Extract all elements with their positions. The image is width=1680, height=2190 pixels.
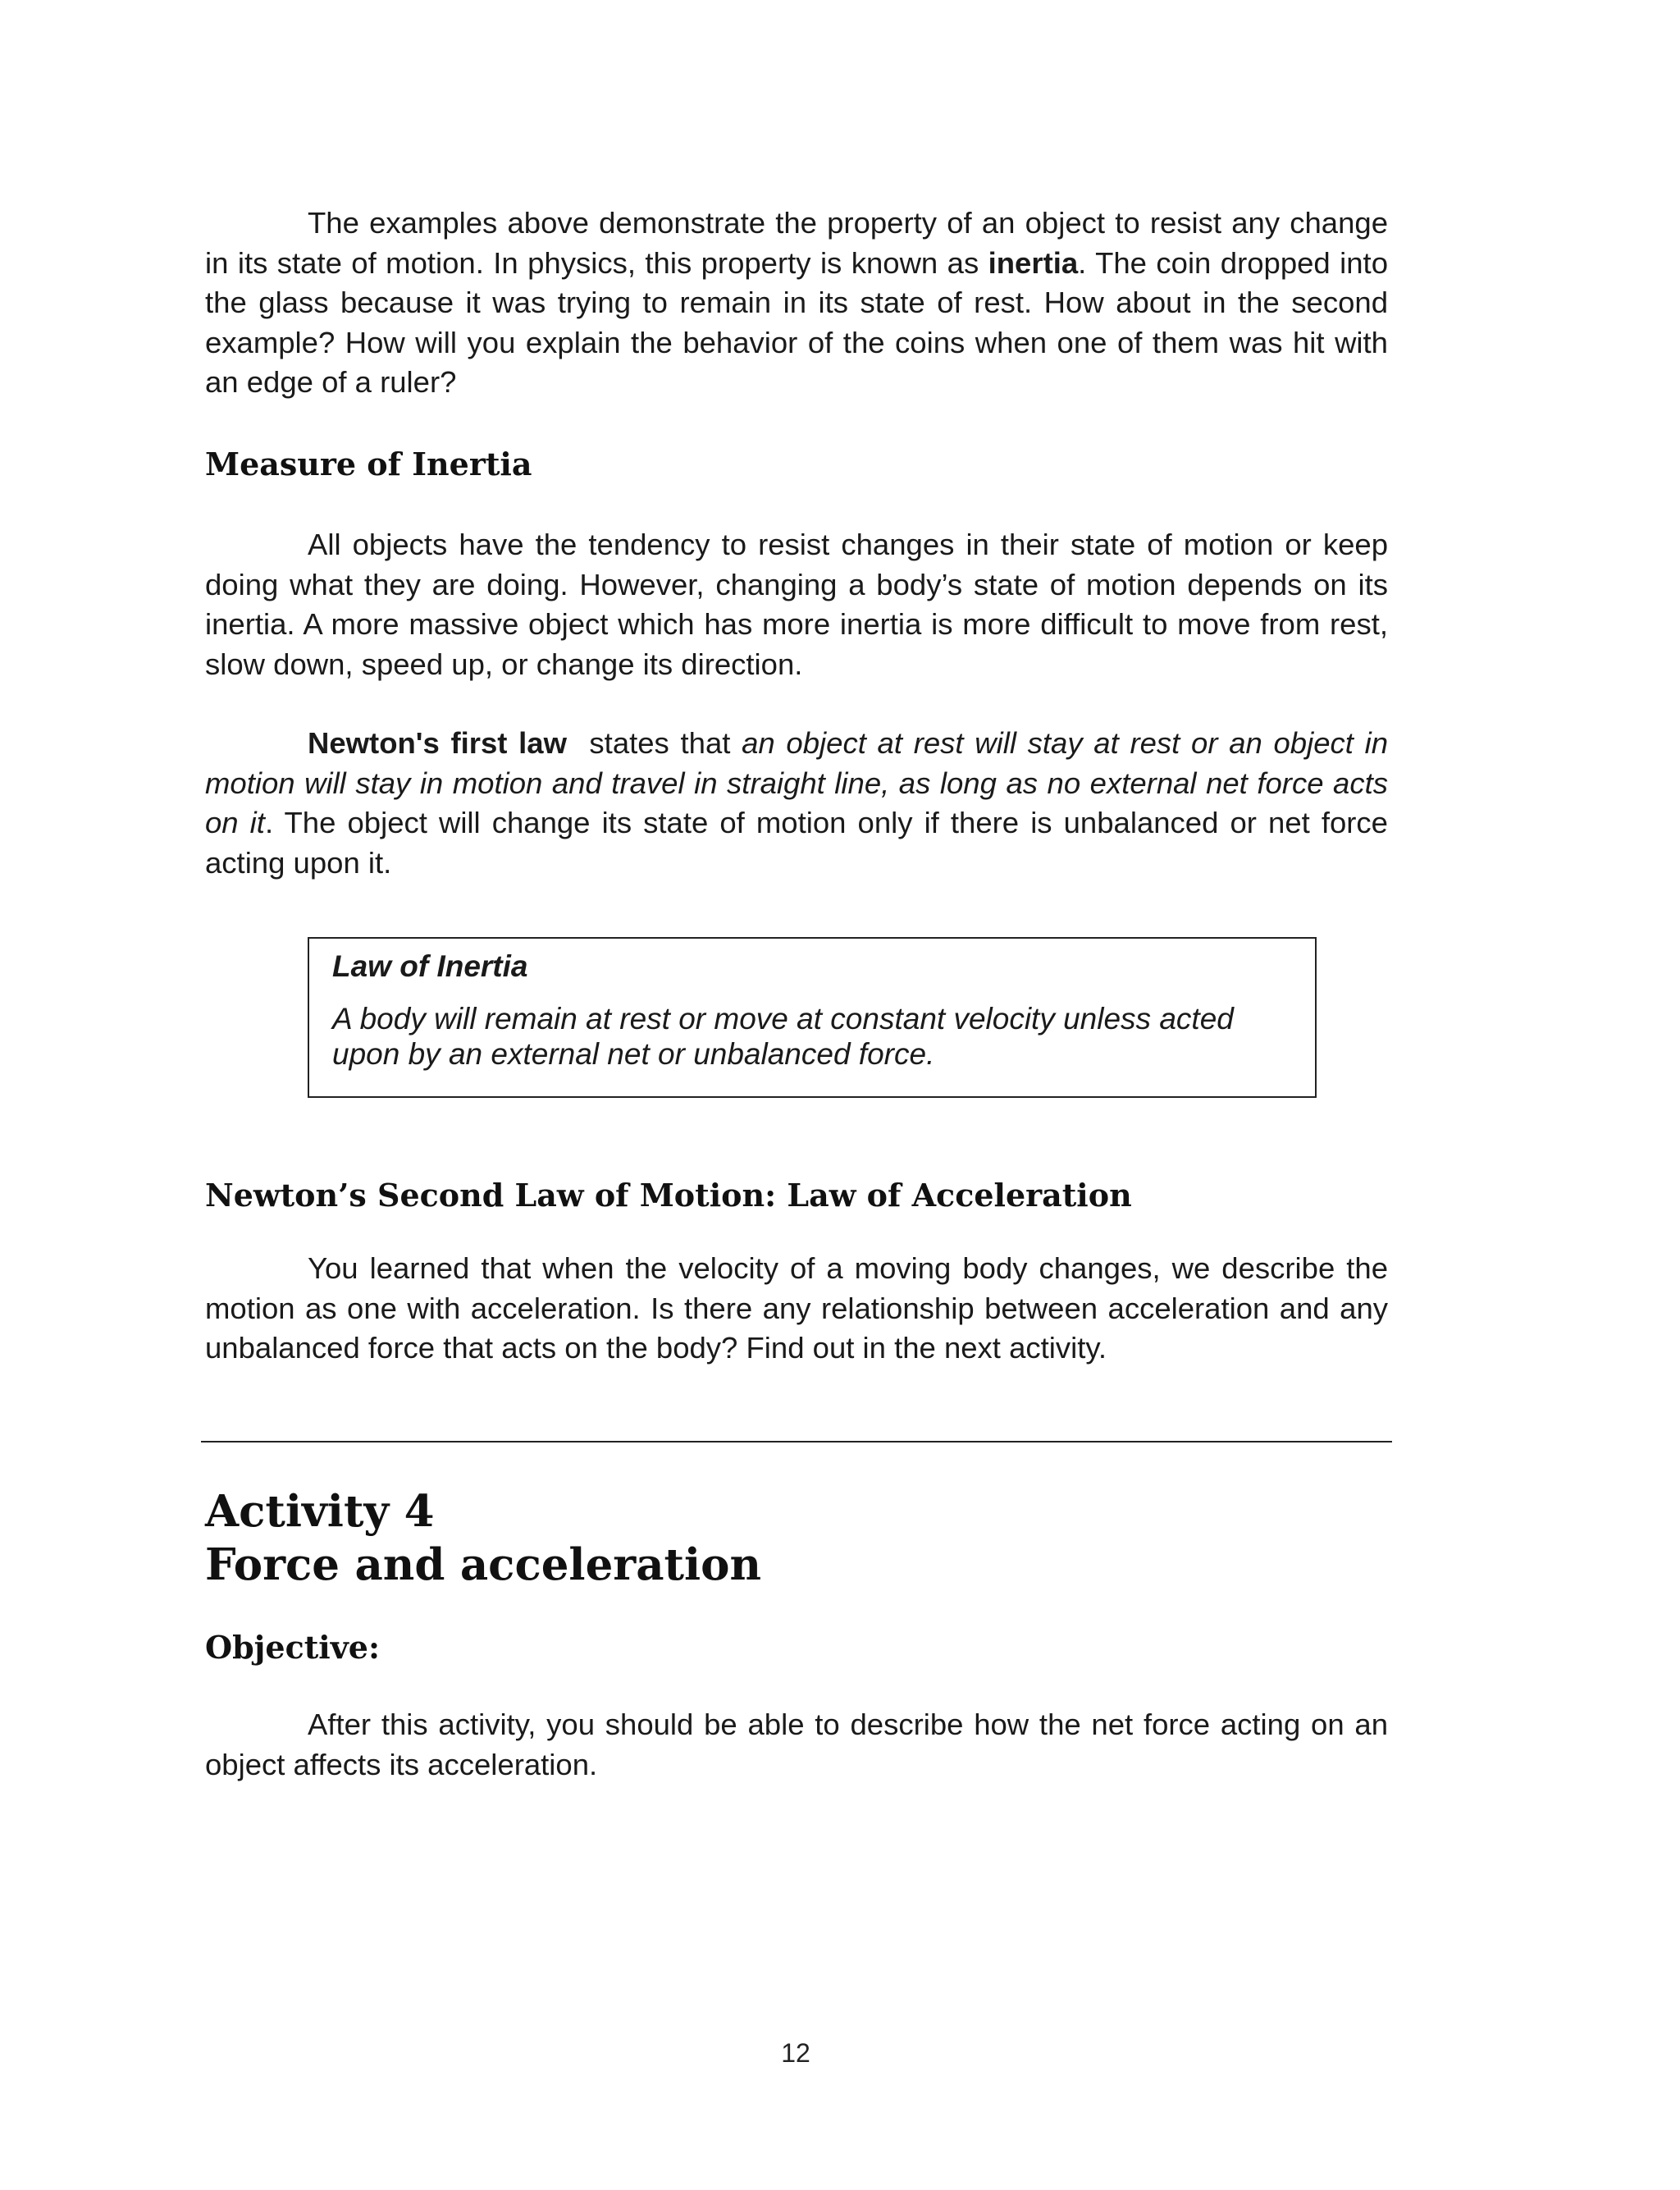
- second-law-paragraph: You learned that when the velocity of a moving body changes, we describe the motion as one with acceleration. Is there any relationship between acceleration and any unbalanced force that acts on the body? Find out in the next activity.: [205, 1251, 1388, 1365]
- objective-heading: Objective:: [205, 1629, 381, 1666]
- inertia-term: inertia: [988, 245, 1079, 280]
- law-of-inertia-box: [308, 937, 1317, 1098]
- first-law-text-start: states that: [567, 726, 742, 760]
- section-divider: [201, 1441, 1392, 1442]
- first-law-text-end: . The object will change its state of motion only if there is unbalanced or net force acting upon it.: [205, 806, 1388, 880]
- activity-title-heading: Force and acceleration: [205, 1539, 762, 1590]
- page-number: 12: [781, 2038, 810, 2068]
- law-box-title: Law of Inertia: [332, 949, 528, 983]
- law-box-text: A body will remain at rest or move at constant velocity unless acted upon by an external net or unbalanced force.: [332, 1002, 1234, 1071]
- first-law-statement: an object at rest will stay at rest or an object in motion will stay in motion and travel in straight line, as long as no external net force acts on it: [205, 726, 1389, 839]
- first-law-term: Newton's first law: [308, 726, 567, 760]
- second-law-heading: Newton’s Second Law of Motion: Law of Acceleration: [205, 1177, 1132, 1214]
- measure-paragraph: All objects have the tendency to resist changes in their state of motion or keep doing what they are doing. However, changing a body’s state of motion depends on its inertia. A more massive object which has more inertia is more difficult to move from rest, slow down, speed up, or change its direction.: [205, 528, 1388, 681]
- first-law-paragraph: [205, 724, 1388, 883]
- intro-text-start: The examples above demonstrate the property of an object to resist any change in its state of motion. In physics, this property is known as: [205, 206, 1388, 280]
- intro-text-end: . The coin dropped into the glass because it was trying to remain in its state of rest. How about in the second example? How will you explain the behavior of the coins when one of them was hit with an edge of a ruler?: [205, 245, 1388, 399]
- objective-paragraph: After this activity, you should be able to describe how the net force acting on an object affects its acceleration.: [205, 1708, 1388, 1781]
- measure-of-inertia-heading: Measure of Inertia: [205, 446, 532, 482]
- activity-number-heading: Activity 4: [205, 1486, 435, 1537]
- intro-paragraph: [205, 203, 1388, 403]
